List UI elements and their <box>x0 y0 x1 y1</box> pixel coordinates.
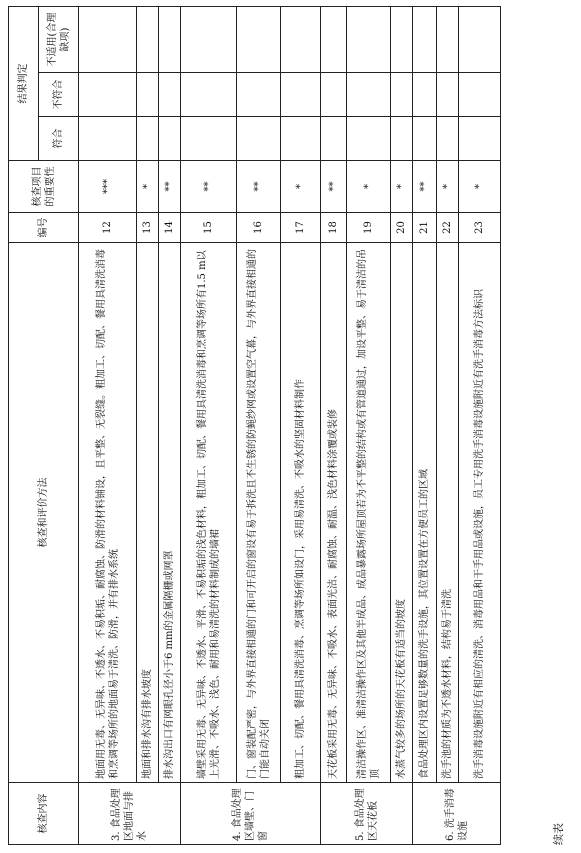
row-importance: ** <box>237 161 281 213</box>
row-method: 墙壁采用无毒、无异味、不透水、平滑、不易积垢的浅色材料，粗加工、切配、餐用具清洗消毒和烹调等场所有1.5 m以上光滑、不吸水、浅色、耐用和易清洗的材料制成的墙裙 <box>181 243 237 783</box>
row-method: 粗加工、切配、餐用具清洗消毒、烹调等场所如设门，采用易清洗、不吸水的坚固材料制作 <box>281 243 321 783</box>
row-method: 洗手池的材质为不透水材料，结构易于清洗 <box>437 243 459 783</box>
result-nonconform-cell[interactable] <box>181 73 237 117</box>
table-row <box>281 6 321 844</box>
row-method: 洗手消毒设施附近有相应的清洗、消毒用品和干手用品或设施，员工专用洗手消毒设施附近有洗手消毒方法标识 <box>459 243 501 783</box>
result-conform-cell[interactable] <box>237 117 281 161</box>
header-nonconform: 不符合 <box>39 73 79 117</box>
result-na-cell[interactable] <box>391 6 413 72</box>
row-method: 天花板采用无毒、无异味、不吸水、表面光洁、耐腐蚀、耐温、浅色材料涂覆或装修 <box>321 243 347 783</box>
row-number: 16 <box>237 213 281 243</box>
result-na-cell[interactable] <box>437 6 459 72</box>
row-number: 21 <box>413 213 437 243</box>
result-conform-cell[interactable] <box>181 117 237 161</box>
row-importance: ** <box>181 161 237 213</box>
row-number: 13 <box>137 213 159 243</box>
row-number: 17 <box>281 213 321 243</box>
result-conform-cell[interactable] <box>159 117 181 161</box>
result-conform-cell[interactable] <box>459 117 501 161</box>
row-importance: * <box>437 161 459 213</box>
header-importance: 核查项目的重要性 <box>9 161 79 213</box>
group-label: 3. 食品处理区地面与排水 <box>79 783 181 845</box>
row-number: 19 <box>347 213 391 243</box>
result-na-cell[interactable] <box>321 6 347 72</box>
result-conform-cell[interactable] <box>321 117 347 161</box>
result-na-cell[interactable] <box>181 6 237 72</box>
table-row <box>79 6 137 844</box>
continued-label: 续表 <box>552 823 565 845</box>
row-method: 排水沟出口有网眼孔径小于6 mm的金属隔栅或网罩 <box>159 243 181 783</box>
group-label: 6. 洗手消毒设施 <box>413 783 501 845</box>
result-na-cell[interactable] <box>459 6 501 72</box>
result-na-cell[interactable] <box>79 6 137 72</box>
result-conform-cell[interactable] <box>437 117 459 161</box>
inspection-table <box>8 6 501 845</box>
result-nonconform-cell[interactable] <box>281 73 321 117</box>
row-number: 14 <box>159 213 181 243</box>
table-row <box>459 6 501 844</box>
result-nonconform-cell[interactable] <box>437 73 459 117</box>
table-row <box>237 6 281 844</box>
header-method: 核查和评价方法 <box>9 243 79 783</box>
row-method: 地面和排水沟有排水坡度 <box>137 243 159 783</box>
row-number: 22 <box>437 213 459 243</box>
result-nonconform-cell[interactable] <box>321 73 347 117</box>
header-not-applicable: 不适用(合理缺项) <box>39 6 79 72</box>
header-conform: 符合 <box>39 117 79 161</box>
row-method: 食品处理区内设置足够数量的洗手设施，其位置设置在方便员工的区域 <box>413 243 437 783</box>
header-result: 结果判定 <box>9 6 39 160</box>
result-conform-cell[interactable] <box>413 117 437 161</box>
row-importance: ** <box>159 161 181 213</box>
table-row <box>413 6 437 844</box>
result-conform-cell[interactable] <box>391 117 413 161</box>
group-label: 4. 食品处理区墙壁、门窗 <box>181 783 321 845</box>
result-na-cell[interactable] <box>237 6 281 72</box>
result-nonconform-cell[interactable] <box>159 73 181 117</box>
result-nonconform-cell[interactable] <box>413 73 437 117</box>
row-importance: ** <box>321 161 347 213</box>
row-method: 清洁操作区、准清洁操作区及其他半成品、成品暴露场所屋顶若为不平整的结构或有管道通过，加设平整、易于清洁的吊顶 <box>347 243 391 783</box>
header-number: 编号 <box>9 213 79 243</box>
result-nonconform-cell[interactable] <box>237 73 281 117</box>
result-nonconform-cell[interactable] <box>391 73 413 117</box>
result-na-cell[interactable] <box>137 6 159 72</box>
result-na-cell[interactable] <box>281 6 321 72</box>
result-conform-cell[interactable] <box>347 117 391 161</box>
result-nonconform-cell[interactable] <box>347 73 391 117</box>
row-importance: * <box>391 161 413 213</box>
result-nonconform-cell[interactable] <box>137 73 159 117</box>
table-row <box>347 6 391 844</box>
row-importance: * <box>347 161 391 213</box>
table-row <box>137 6 159 844</box>
row-number: 15 <box>181 213 237 243</box>
table-row <box>437 6 459 844</box>
row-number: 23 <box>459 213 501 243</box>
row-method: 地面用无毒、无异味、不透水、不易积垢、耐腐蚀、防滑的材料铺设，且平整、无裂缝。粗加工、切配、餐用具清洗消毒和烹调等场所的地面易于清洗、防滑，并有排水系统 <box>79 243 137 783</box>
row-importance: *** <box>79 161 137 213</box>
table-row <box>321 6 347 844</box>
result-conform-cell[interactable] <box>137 117 159 161</box>
row-importance: * <box>459 161 501 213</box>
table-row <box>391 6 413 844</box>
group-label: 5. 食品处理区天花板 <box>321 783 413 845</box>
row-number: 18 <box>321 213 347 243</box>
table-row <box>181 6 237 844</box>
result-na-cell[interactable] <box>347 6 391 72</box>
table-row <box>159 6 181 844</box>
result-nonconform-cell[interactable] <box>79 73 137 117</box>
row-importance: * <box>281 161 321 213</box>
row-method: 门、窗装配严密，与外界直接相通的门和可开启的窗设有易于拆洗且不生锈的防蝇纱网或设置空气幕，与外界直接相通的门能自动关闭 <box>237 243 281 783</box>
row-number: 12 <box>79 213 137 243</box>
result-conform-cell[interactable] <box>281 117 321 161</box>
result-nonconform-cell[interactable] <box>459 73 501 117</box>
row-importance: ** <box>413 161 437 213</box>
result-na-cell[interactable] <box>159 6 181 72</box>
row-method: 水蒸气较多的场所的天花板有适当的坡度 <box>391 243 413 783</box>
result-na-cell[interactable] <box>413 6 437 72</box>
header-content: 核查内容 <box>9 783 79 845</box>
row-importance: * <box>137 161 159 213</box>
result-conform-cell[interactable] <box>79 117 137 161</box>
row-number: 20 <box>391 213 413 243</box>
